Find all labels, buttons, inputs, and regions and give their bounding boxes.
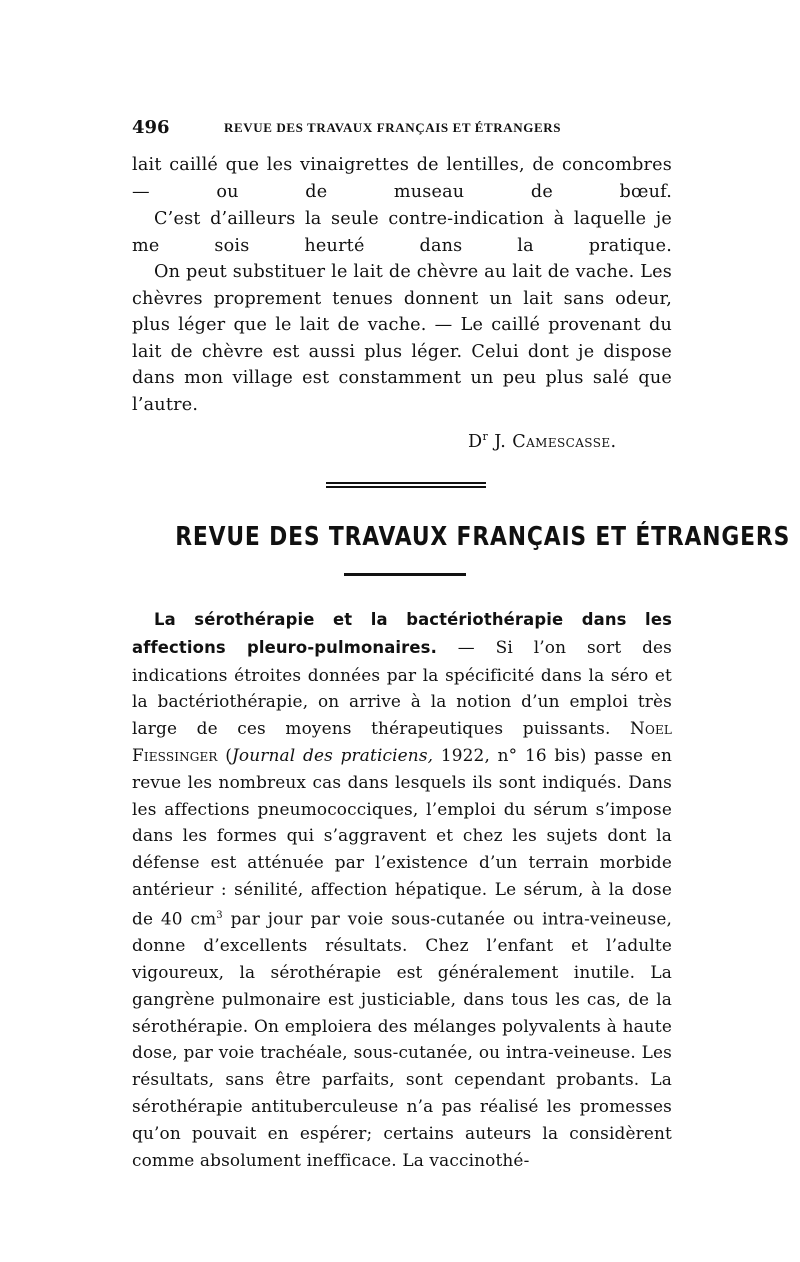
running-head (132, 118, 672, 138)
short-rule-divider (344, 573, 466, 576)
paragraph-contra-indication: C’est d’ailleurs la seule contre-indication à laquelle je me sois heurté dans la pratique. (132, 209, 672, 256)
article-body (132, 606, 672, 1173)
article-text-d: par jour par voie sous-cutanée ou intra-veineuse, donne d’excellents résultats. Chez l’enfant et l’adulte vigoureux, la sérothérapie est généralement inutile. La gangrène pulmonaire est justiciable, dans tous les cas, de la sérothérapie. On emploiera des mélanges polyvalents à haute dose, par voie trachéale, sous-cutanée, ou intra-veineuse. Les résultats, sans être parfaits, sont cependant probants. La sérothérapie antituberculeuse n’a pas réalisé les promesses qu’on pouvait en espérer; certains auteurs la considèrent comme absolument inefficace. La vaccinothé- (132, 908, 673, 1170)
paragraph-goat-milk: On peut substituer le lait de chèvre au lait de vache. Les chèvres proprement tenues donnent un lait sans odeur, plus léger que le lait de vache. — Le caillé provenant du lait de chèvre est aussi plus léger. Celui dont je dispose dans mon village est constamment un peu plus salé que l’autre. (132, 262, 672, 415)
double-rule-divider (326, 482, 486, 488)
paragraph-continuation: lait caillé que les vinaigrettes de lentilles, de concombres — ou de museau de bœuf. (132, 155, 672, 202)
journal-name: Journal des praticiens, (232, 744, 434, 765)
signature-prefix: D (468, 431, 483, 452)
signature-sup: r (482, 430, 489, 443)
author-signature (468, 424, 617, 455)
article-title: La sérothérapie et la bactériothérapie dans les affections pleuro-pulmonaires. (132, 610, 672, 657)
section-heading: REVUE DES TRAVAUX FRANÇAIS ET ÉTRANGERS (175, 522, 791, 552)
article-author: Noel Fiessinger (132, 718, 672, 765)
signature-name: J. Camescasse. (494, 431, 617, 452)
running-title: REVUE DES TRAVAUX FRANÇAIS ET ÉTRANGERS (224, 120, 562, 135)
article-text-c: 1922, n° 16 bis) passe en revue les nombreux cas dans lesquels ils sont indiqués. Dans les affections pneumococciques, l’emploi du sérum s’impose dans les formes qui s’aggravent et chez les sujets dont la défense est atténuée par l’existence d’un terrain morbide antérieur : sénilité, affection hépatique. Le sérum, à la dose de 40 cm (132, 744, 672, 929)
cm-superscript: 3 (216, 909, 223, 921)
article-text-b: ( (217, 744, 233, 765)
article-text-a: — Si l’on sort des indications étroites données par la spécificité dans la séro et la bactériothérapie, on arrive à la notion d’un emploi très large de ces moyens thérapeutiques puissants. (132, 636, 672, 739)
page-number: 496 (132, 117, 170, 138)
